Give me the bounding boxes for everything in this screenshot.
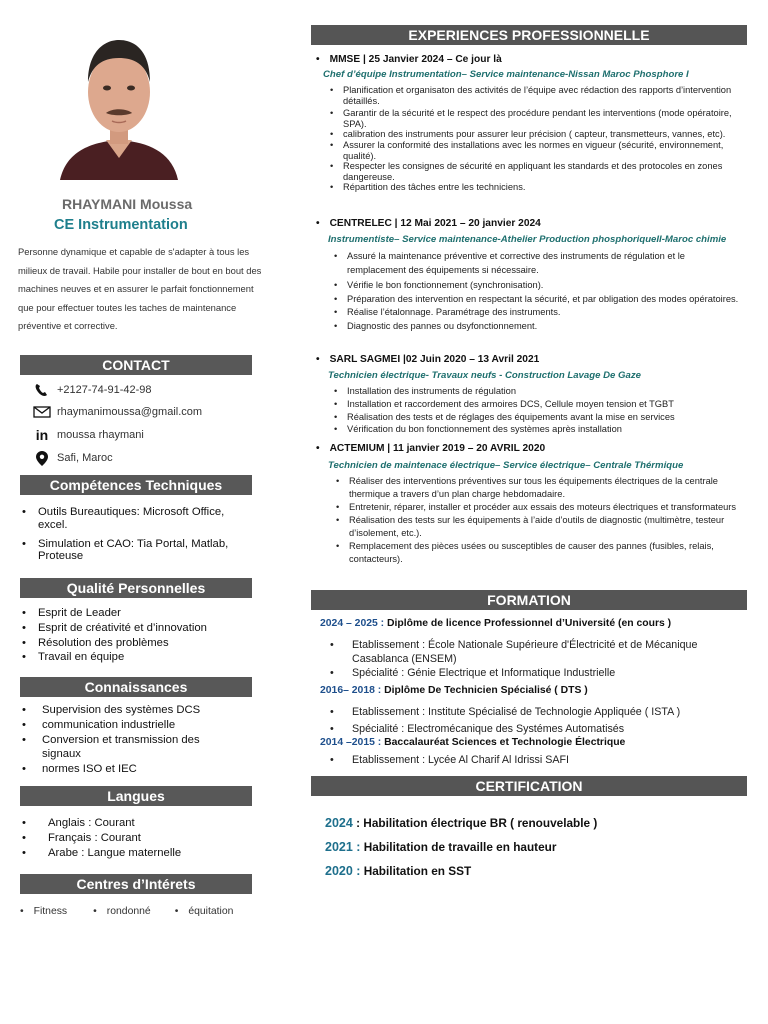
contact-email[interactable] — [32, 404, 202, 420]
list-item: • Remplacement des pièces usées ou susceptibles de causer des pannes (fusibles, relais, contacteurs). — [336, 540, 746, 566]
email-address: rhaymanimoussa@gmail.com — [57, 406, 203, 418]
list-item: • Français : Courant — [22, 831, 252, 846]
list-item: • normes ISO et IEC — [22, 762, 222, 777]
job-company: • ACTEMIUM | 11 janvier 2019 – 20 AVRIL 2020 — [316, 443, 546, 454]
linkedin-icon: in — [35, 427, 49, 443]
interests-heading: Centres d’Intérets — [20, 874, 252, 894]
job-company: • CENTRELEC | 12 Mai 2021 – 20 janvier 2024 — [316, 218, 541, 229]
certification-year: 2021 : — [325, 840, 361, 854]
linkedin-name: moussa rhaymani — [57, 429, 144, 441]
education-years: 2024 – 2025 : — [320, 618, 385, 629]
main-content — [308, 0, 768, 1024]
list-item: • Travail en équipe — [22, 650, 252, 665]
education-title: 2016– 2018 : Diplôme De Technicien Spécialisé ( DTS ) — [320, 685, 588, 696]
list-item: • Spécialité : Génie Electrique et Informatique Industrielle — [330, 666, 750, 680]
job-tasks — [330, 85, 750, 193]
interest-item: équitation — [188, 906, 234, 917]
education-details — [330, 704, 750, 738]
certification-item: 2024 : Habilitation électrique BR ( renouvelable ) — [325, 816, 598, 830]
interests-list: • Fitness • rondonné • équitation — [20, 906, 234, 917]
candidate-name: RHAYMANI Moussa — [62, 196, 193, 212]
languages-list — [22, 816, 252, 860]
list-item: • calibration des instruments pour assurer leur précision ( capteur, transmetteurs, vannes, etc). — [330, 129, 750, 140]
certification-year: 2020 : — [325, 864, 361, 878]
certification-heading: CERTIFICATION — [311, 776, 747, 796]
list-item: • Simulation et CAO: Tia Portal, Matlab, Proteuse — [22, 538, 252, 562]
certification-year: 2024 — [325, 816, 353, 830]
list-item: • Répartition des tâches entre les techniciens. — [330, 182, 750, 193]
education-title: 2024 – 2025 : Diplôme de licence Professionnel d’Université (en cours ) — [320, 618, 672, 629]
job-company: • SARL SAGMEI |02 Juin 2020 – 13 Avril 2021 — [316, 354, 540, 365]
profile-photo — [60, 30, 178, 180]
list-item: • Réalisation des tests sur les équipements à l’aide d’outils de diagnostic (multimètre, testeur d’isolement, etc.). — [336, 514, 746, 540]
list-item: • Outils Bureautiques: Microsoft Office, excel. — [22, 506, 252, 532]
education-years: 2016– 2018 : — [320, 685, 382, 696]
job-title: Instrumentiste– Service maintenance-Athelier Production phosphoriqueII-Maroc chimie — [328, 234, 727, 245]
sidebar — [0, 0, 270, 1024]
job-title: Technicien de maintenace électrique– Service électrique– Centrale Thérmique — [328, 460, 684, 471]
certification-item: 2021 : Habilitation de travaille en hauteur — [325, 840, 557, 854]
list-item: • Conversion et transmission des signaux — [22, 733, 222, 763]
experience-heading: EXPERIENCES PROFESSIONNELLE — [311, 25, 747, 45]
education-details — [330, 753, 750, 767]
contact-linkedin[interactable] — [32, 427, 144, 443]
envelope-icon — [32, 404, 52, 420]
education-heading: FORMATION — [311, 590, 747, 610]
interest-item: rondonné — [106, 906, 151, 917]
job-tasks — [334, 385, 744, 436]
job-title: Chef d’équipe Instrumentation– Service maintenance-Nissan Maroc Phosphore I — [323, 69, 689, 80]
location-text: Safi, Maroc — [57, 452, 113, 464]
candidate-role: CE Instrumentation — [54, 217, 188, 233]
skills-list — [22, 506, 252, 562]
education-years: 2014 –2015 : — [320, 737, 382, 748]
list-item: • Spécialité : Electromécanique des Systémes Automatisés — [330, 721, 750, 738]
knowledge-heading: Connaissances — [20, 677, 252, 697]
skills-heading: Compétences Techniques — [20, 475, 252, 495]
list-item: • Esprit de Leader — [22, 606, 252, 621]
contact-phone[interactable] — [32, 382, 152, 398]
list-item: • Entretenir, réparer, installer et procéder aux essais des moteurs électriques et transformateurs — [336, 501, 746, 514]
education-details — [330, 638, 750, 680]
list-item: • Planification et organisaton des activités de l’équipe avec rédaction des rapports d’intervention détaillés. — [330, 85, 750, 106]
list-item: • Esprit de créativité et d’innovation — [22, 621, 252, 636]
job-tasks — [336, 475, 746, 566]
list-item: • Préparation des intervention en respectant la sécurité, et par obligation des modes opératoires. — [334, 293, 744, 307]
interest-item: Fitness — [33, 906, 68, 917]
list-item: • Etablissement : École Nationale Supérieure d'Électricité et de Mécanique Casablanca (ENSEM) — [330, 638, 750, 666]
contact-heading: CONTACT — [20, 355, 252, 375]
contact-location — [32, 450, 113, 466]
list-item: • communication industrielle — [22, 718, 222, 733]
location-pin-icon — [32, 450, 52, 466]
phone-icon — [32, 382, 52, 398]
education-title: 2014 –2015 : Baccalauréat Sciences et Technologie Électrique — [320, 737, 626, 748]
list-item: • Réalise l’étalonnage. Paramétrage des instruments. — [334, 306, 744, 320]
list-item: • Installation et raccordement des armoires DCS, Cellule moyen tension et TGBT — [334, 398, 744, 411]
profile-summary: Personne dynamique et capable de s'adapter à tous les milieux de travail. Habile pour installer de bout en bout des machines neuves et en assurer le parfait fonctionnement que pour effectuer toutes les taches de maintenance préventive et corrective. — [18, 246, 262, 331]
certification-item: 2020 : Habilitation en SST — [325, 864, 472, 878]
languages-heading: Langues — [20, 786, 252, 806]
list-item: • Assurer la conformité des installations avec les normes en vigueur (sécurité, environnement, qualité). — [330, 140, 750, 161]
qualities-list — [22, 606, 252, 665]
list-item: • Diagnostic des pannes ou dsyfonctionnement. — [334, 320, 744, 334]
list-item: • Supervision des systèmes DCS — [22, 703, 222, 718]
phone-number: +2127-74-91-42-98 — [57, 384, 152, 396]
list-item: • Réalisation des tests et de réglages des équipements avant la mise en services — [334, 411, 744, 424]
list-item: • Résolution des problèmes — [22, 636, 252, 651]
job-tasks — [334, 250, 744, 334]
job-title: Technicien électrique- Travaux neufs - Construction Lavage De Gaze — [328, 370, 641, 381]
list-item: • Vérification du bon fonctionnement des systèmes après installation — [334, 423, 744, 436]
list-item: • Respecter les consignes de sécurité en appliquant les standards et des protocoles en zones dangereuse. — [330, 161, 750, 182]
list-item: • Réaliser des interventions préventives sur tous les équipements électriques de la centrale thermique a travers d’un plan charge hebdomadaire. — [336, 475, 746, 501]
list-item: • Vérifie le bon fonctionnement (synchronisation). — [334, 279, 744, 293]
list-item: • Anglais : Courant — [22, 816, 252, 831]
list-item: • Etablissement : Institute Spécialisé de Technologie Appliquée ( ISTA ) — [330, 704, 750, 721]
qualities-heading: Qualité Personnelles — [20, 578, 252, 598]
list-item: • Etablissement : Lycée Al Charif Al Idrissi SAFI — [330, 753, 750, 767]
list-item: • Garantir de la sécurité et le respect des procédure pendant les interventions (mode opératoire, SPA). — [330, 108, 750, 129]
knowledge-list — [22, 703, 222, 777]
list-item: • Installation des instruments de régulation — [334, 385, 744, 398]
job-company: • MMSE | 25 Janvier 2024 – Ce jour là — [316, 54, 502, 65]
list-item: • Arabe : Langue maternelle — [22, 846, 252, 861]
list-item: • Assuré la maintenance préventive et corrective des instruments de régulation et le remplacement des équipements si nécessaire. — [334, 250, 744, 277]
